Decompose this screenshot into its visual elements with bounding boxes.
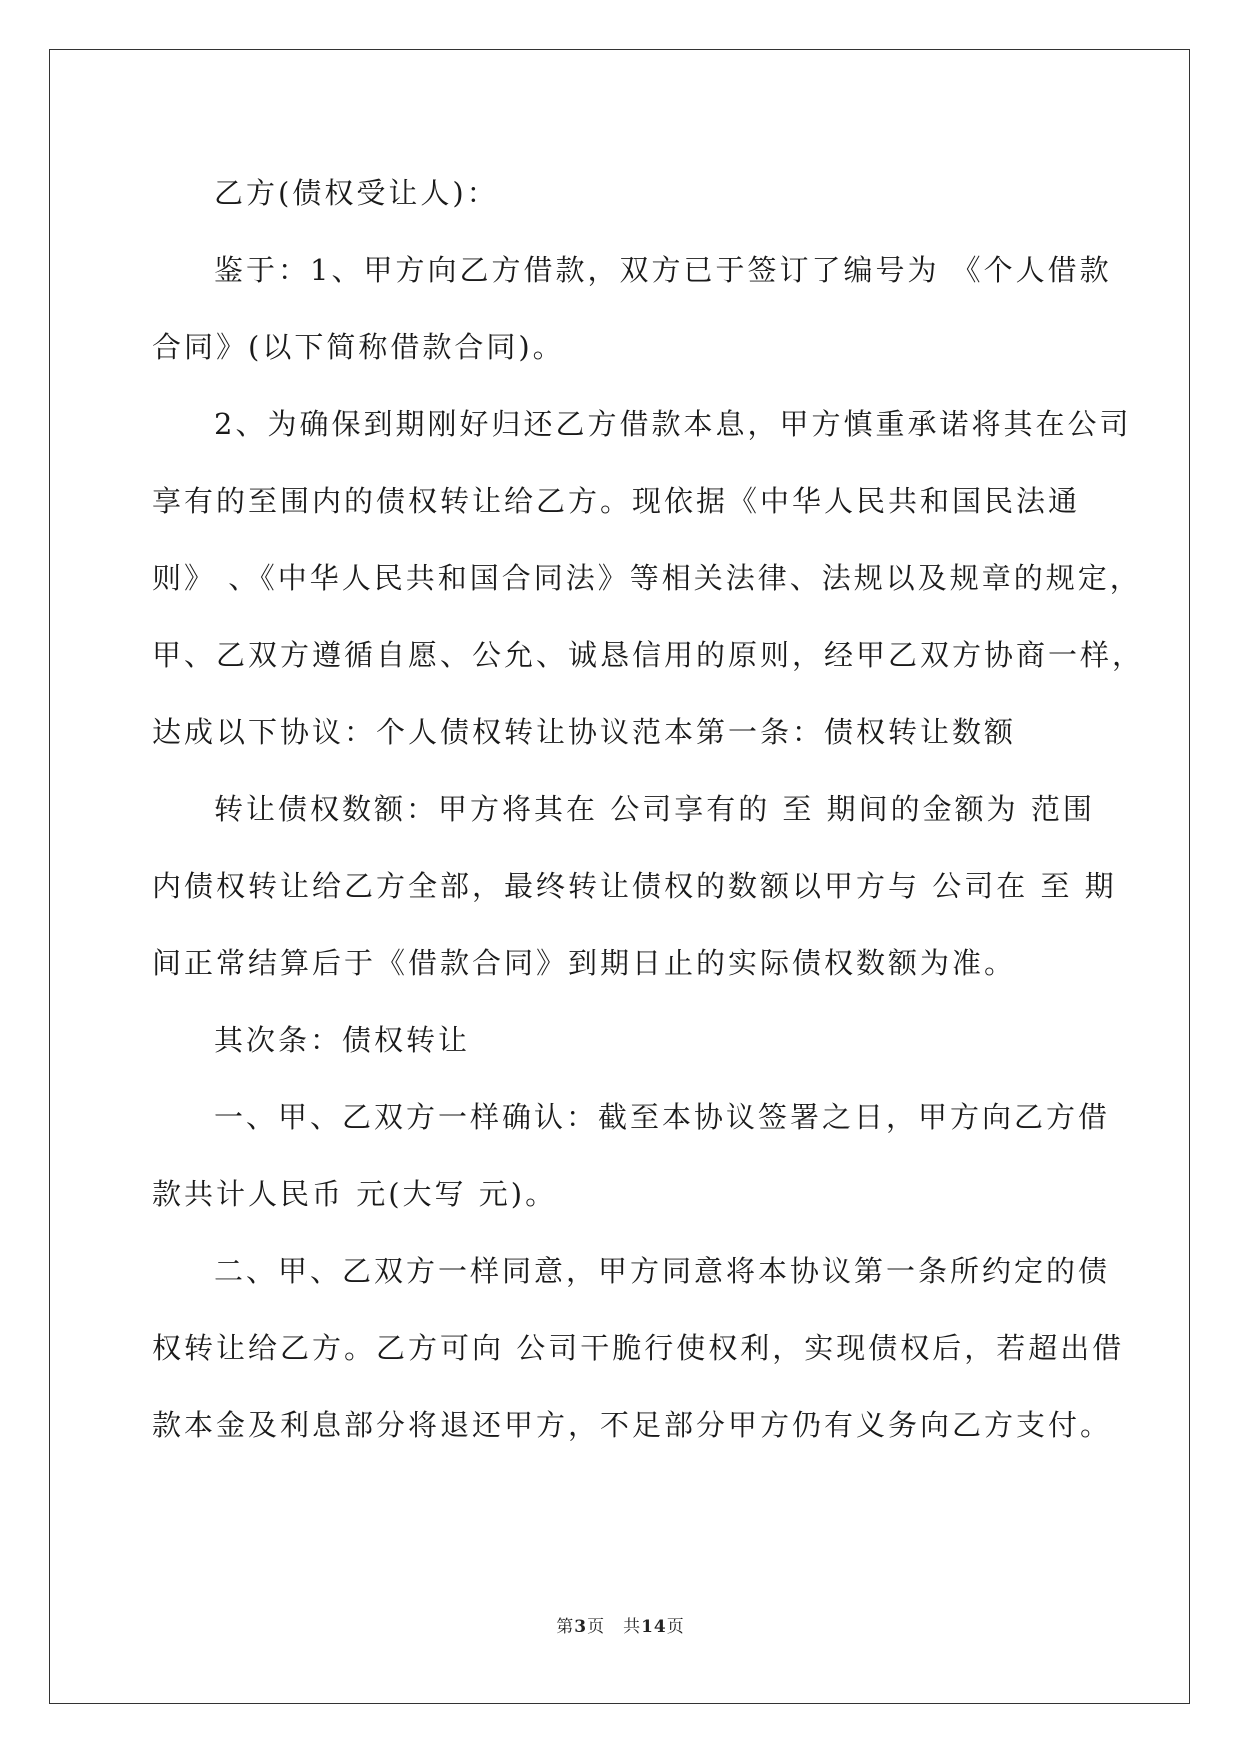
text-line: 转让债权数额：甲方将其在 公司享有的 至 期间的金额为 范围 (214, 792, 1095, 826)
text-line: 其次条：债权转让 (214, 1023, 471, 1057)
text-line: 款本金及利息部分将退还甲方，不足部分甲方仍有义务向乙方支付。 (152, 1408, 1113, 1442)
text-line: 乙方(债权受让人)： (214, 176, 499, 210)
text-line: 则》 、《中华人民共和国合同法》等相关法律、法规以及规章的规定， (152, 561, 1142, 595)
text-line: 享有的至围内的债权转让给乙方。现依据《中华人民共和国民法通 (152, 484, 1081, 518)
text-line: 二、甲、乙双方一样同意，甲方同意将本协议第一条所约定的债 (214, 1254, 1111, 1288)
text-line: 一、甲、乙双方一样确认：截至本协议签署之日，甲方向乙方借 (214, 1100, 1111, 1134)
text-line: 2、为确保到期刚好归还乙方借款本息，甲方慎重承诺将其在公司 (214, 407, 1132, 441)
page-prefix: 第 (556, 1617, 575, 1637)
paragraph (152, 771, 1117, 1002)
paragraph (152, 386, 1145, 771)
paragraph (152, 1233, 1125, 1464)
paragraph (152, 155, 1089, 232)
text-line: 鉴于：1、甲方向乙方借款，双方已于签订了编号为 《个人借款 (214, 253, 1112, 287)
page-footer (0, 1612, 1241, 1637)
page-number: 3 (574, 1617, 588, 1637)
text-line: 间正常结算后于《借款合同》到期日止的实际债权数额为准。 (152, 946, 1017, 980)
text-line: 权转让给乙方。乙方可向 公司干脆行使权利，实现债权后，若超出借 (152, 1331, 1125, 1365)
page-mid: 页 共 (587, 1617, 642, 1637)
page-suffix: 页 (666, 1617, 685, 1637)
text-line: 达成以下协议：个人债权转让协议范本第一条：债权转让数额 (152, 715, 1017, 749)
paragraph (152, 1002, 1089, 1079)
text-line: 甲、乙双方遵循自愿、公允、诚恳信用的原则，经甲乙双方协商一样， (152, 638, 1145, 672)
document-body (152, 155, 1145, 1464)
text-line: 内债权转让给乙方全部，最终转让债权的数额以甲方与 公司在 至 期 (152, 869, 1117, 903)
paragraph (152, 1079, 1111, 1233)
paragraph (152, 232, 1112, 386)
text-line: 合同》(以下简称借款合同)。 (152, 330, 565, 364)
page-total: 14 (641, 1617, 667, 1637)
text-line: 款共计人民币 元(大写 元)。 (152, 1177, 558, 1211)
